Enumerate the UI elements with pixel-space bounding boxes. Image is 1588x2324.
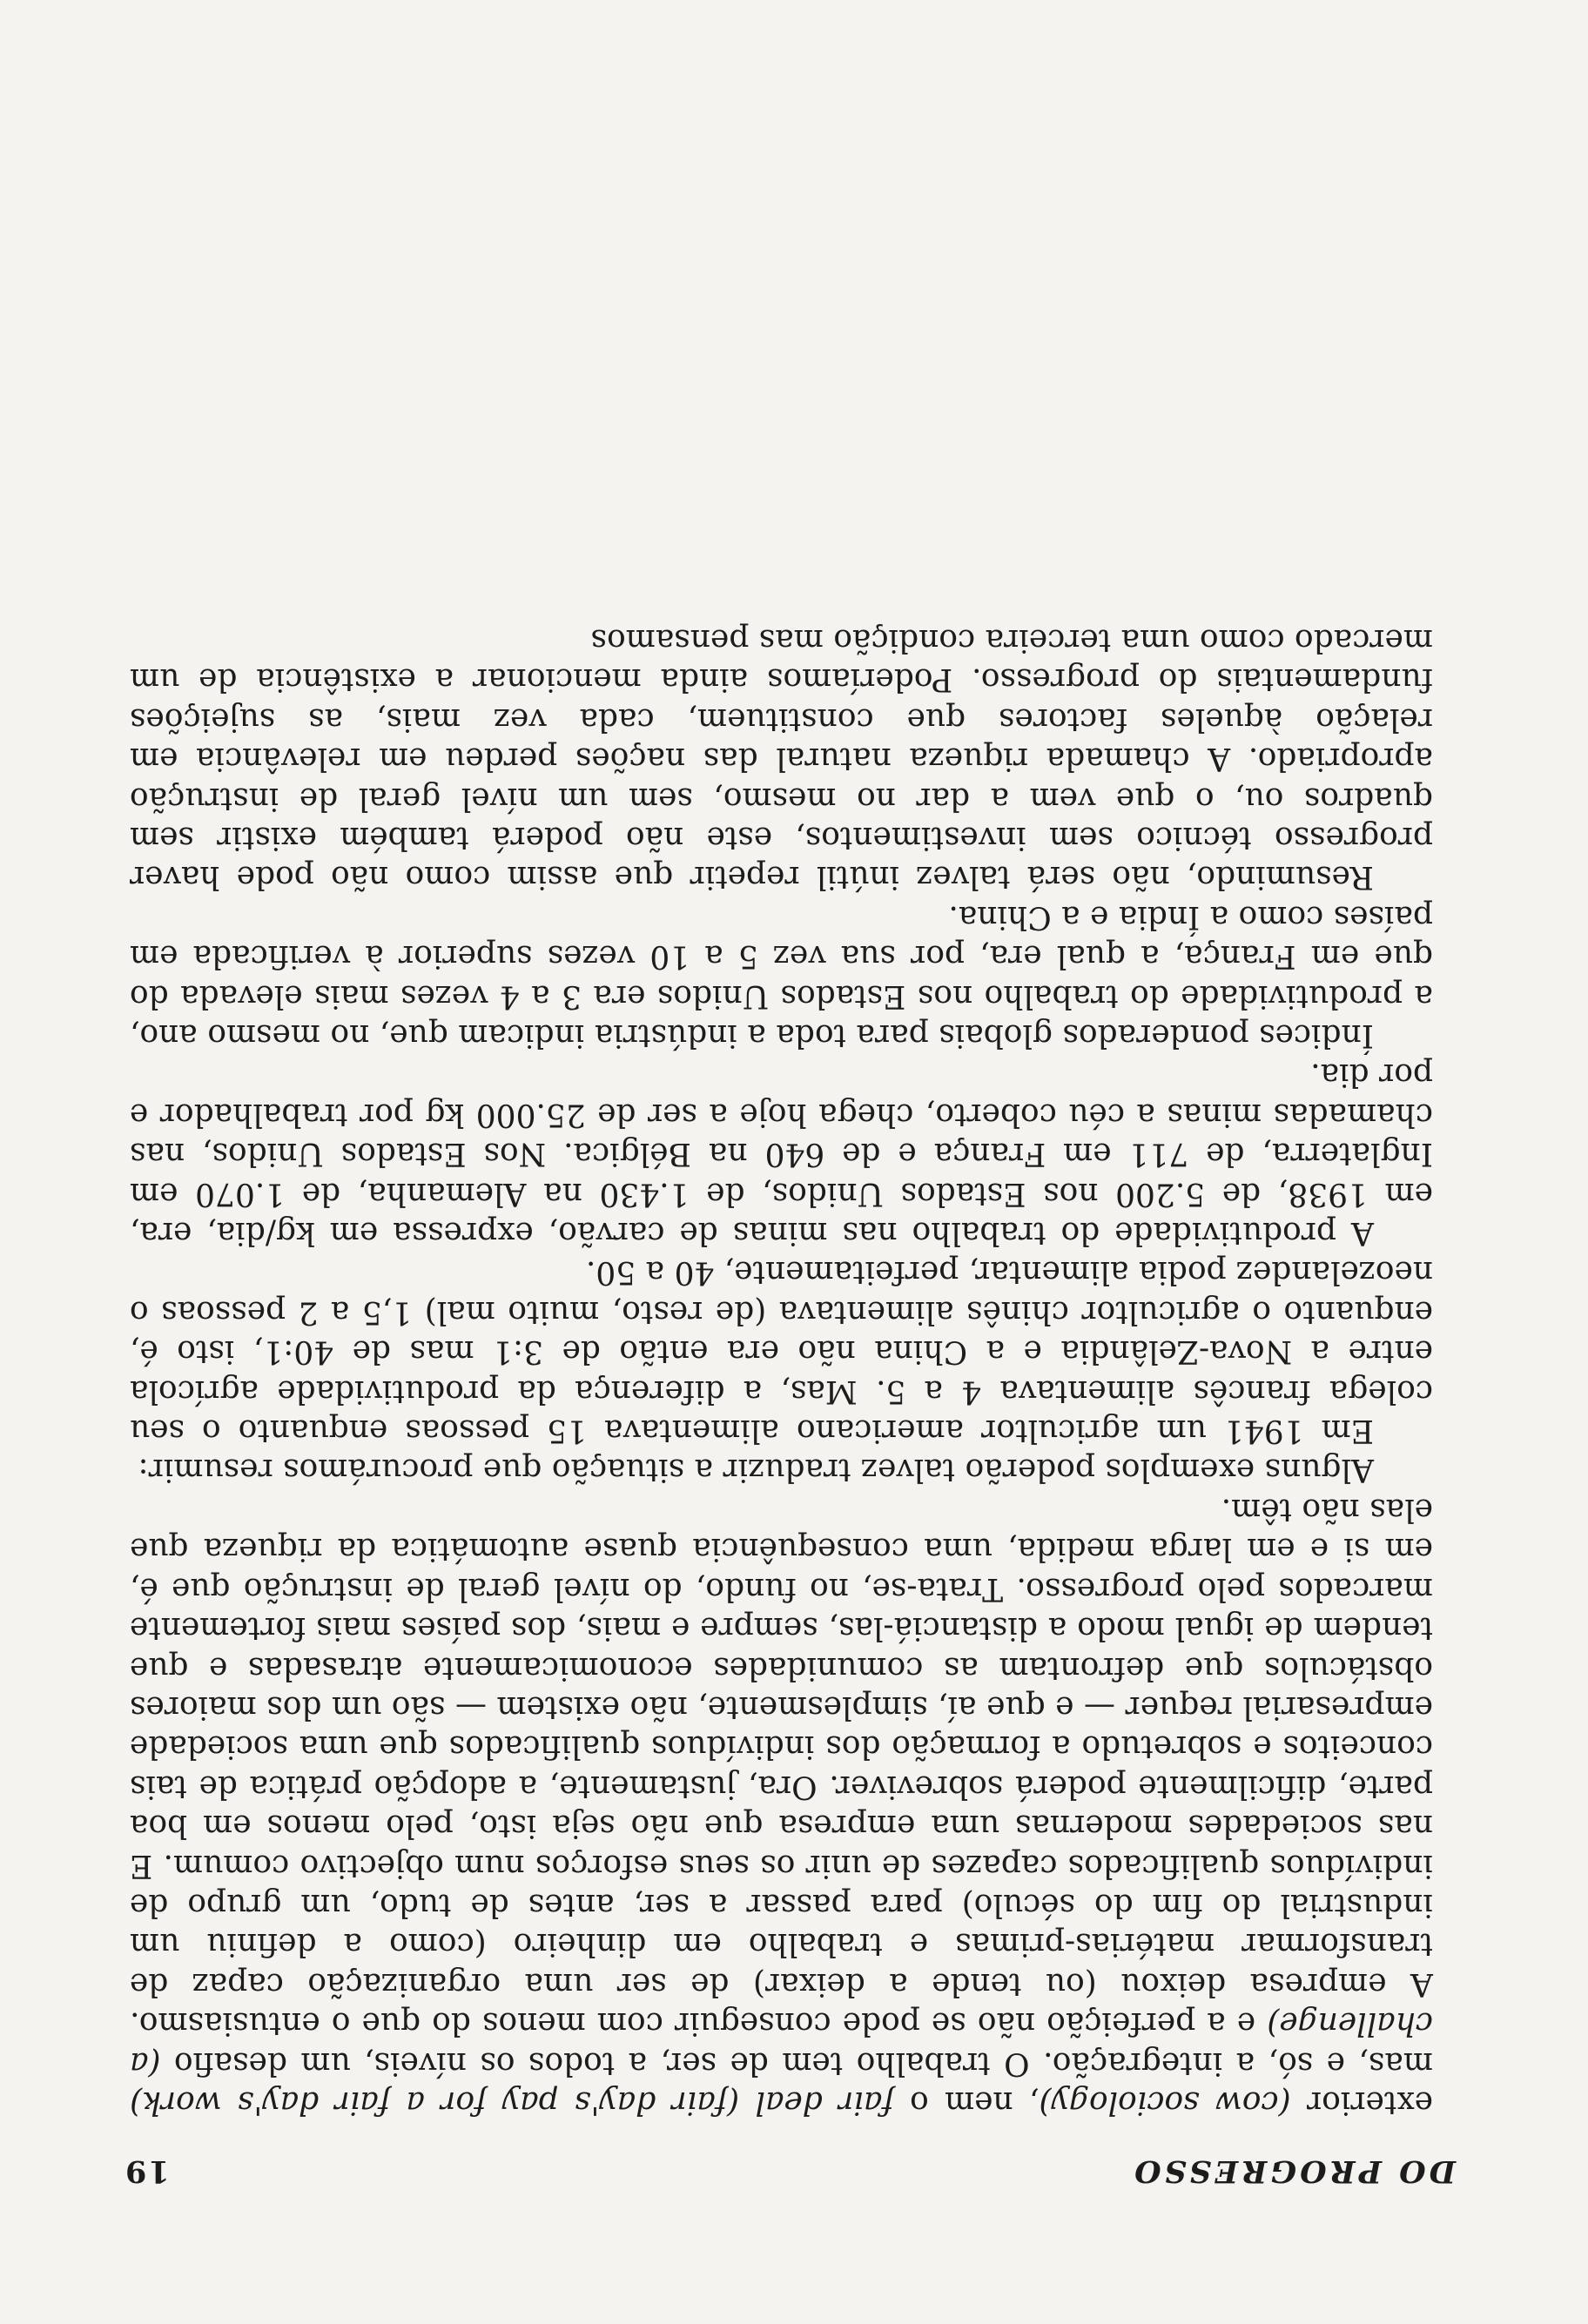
italic-phrase: (cow sociology): [1039, 2085, 1291, 2120]
text-run: e a perfeição não se pode conseguir com menos do que o entusiasmo. A empresa deixou (ou tende a deixar) de ser uma organização capaz de transformar matérias-primas e trabalho em dinheiro (como a definiu um industrial do fim do século) para passar a ser, antes de tudo, um grupo de indivíduos qualificados capazes de unir os seus esforços num objectivo comum. E nas sociedades modernas uma empresa que não seja isto, pelo menos em boa parte, dificilmente poderá sobreviver. Ora, justamente, a adopção prática de tais conceitos e sobretudo a formação dos indivíduos qualificados que uma sociedade empresarial requer — e que aí, simplesmente, não existem — são um dos maiores obstáculos que defrontam as comunidades economicamente atrasadas e que tendem de igual modo a distanciá-las, sempre e mais, dos países mais fortemente marcados pelo progresso. Trata-se, no fundo, do nível geral de instrução que é, em si e em larga medida, uma consequência quase automática da riqueza que elas não têm.: [130, 1491, 1433, 2042]
text-run: Índices ponderados globais para toda a indústria indicam que, no mesmo ano, a produtividade do trabalho nos Estados Unidos era 3 a 4 vezes mais elevada do que em França, a qual era, por sua vez 5 a 10 vezes superior à verificada em países como a Índia e a China.: [130, 898, 1433, 1054]
paragraph: [130, 1253, 1433, 1450]
body-text: [130, 621, 1433, 2122]
paragraph: [130, 1055, 1433, 1253]
text-run: Alguns exemplos poderão talvez traduzir a situação que procurámos resumir:: [138, 1452, 1374, 1488]
text-run: exterior: [1290, 2085, 1433, 2120]
text-run: A produtividade do trabalho nas minas de carvão, expressa em kg/dia, era, em 1938, de 5.200 nos Estados Unidos, de 1.430 na Alemanha, de 1.070 em Inglaterra, de 711 em França e de 640 na Bélgica. Nos Estados Unidos, nas chamadas minas a céu coberto, chega hoje a ser de 25.000 kg por trabalhador e por dia.: [130, 1057, 1433, 1252]
paragraph: [130, 621, 1433, 897]
paragraph: [130, 1490, 1433, 2123]
paragraph: [130, 897, 1433, 1055]
text-run: Em 1941 um agricultor americano alimentava 15 pessoas enquanto o seu colega francês alimentava 4 a 5. Mas, a diferença da produtividade agrícola entre a Nova-Zelândia e a China não era então de 3:1 mas de 40:1, isto é, enquanto o agricultor chinês alimentava (de resto, muito mal) 1,5 a 2 pessoas o neozelandez podia alimentar, perfeitamente, 40 a 50.: [130, 1254, 1433, 1449]
italic-phrase: fair deal (fair day's pay for a fair day's work): [130, 2085, 894, 2120]
page-number: 19: [124, 2153, 170, 2189]
text-run: Resumindo, não será talvez inútil repetir que assim como não pode haver progresso técnico sem investimentos, este não poderá também existir sem quadros ou, o que vem a dar no mesmo, sem um nível geral de instrução apropriado. A chamada riqueza natural das nações perdeu em relevância em relação àqueles factores que constituem, cada vez mais, as sujeições fundamentais do progresso. Poderíamos ainda mencionar a existência de um mercado como uma terceira condição mas pensamos: [130, 621, 1433, 896]
italic-phrase: (a challenge): [130, 2005, 1433, 2081]
paragraph: [130, 1450, 1433, 1489]
text-run: mas, e só, a integração. O trabalho tem de ser, a todos os níveis, um desafio: [160, 2045, 1433, 2081]
running-head-title: DO PROGRESSO: [1131, 2153, 1456, 2189]
text-run: , nem o: [893, 2085, 1040, 2120]
running-head: [124, 2153, 1456, 2189]
